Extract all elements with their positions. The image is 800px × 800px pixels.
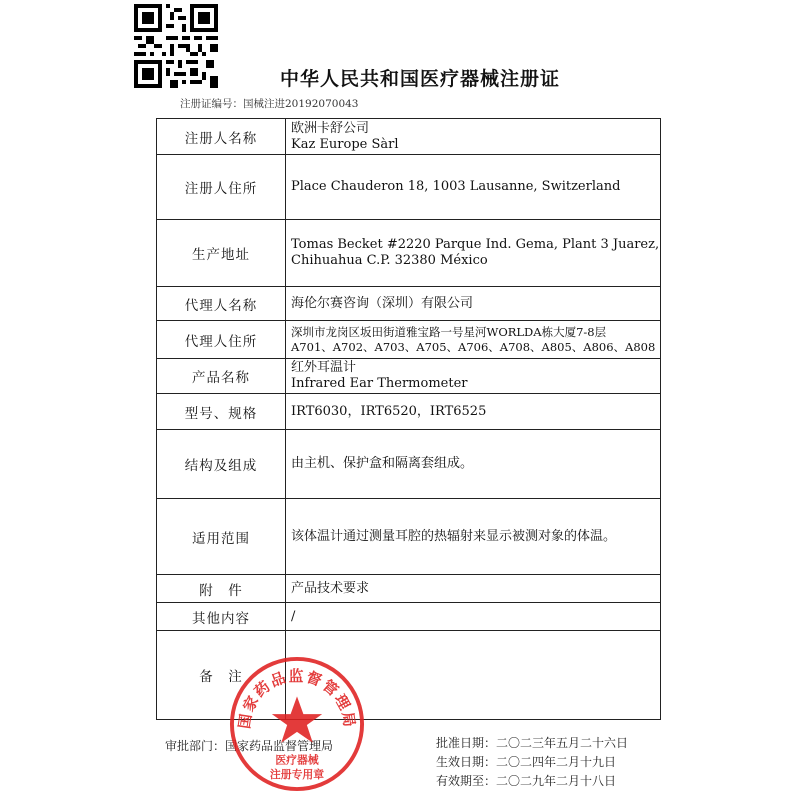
- table-row: [157, 220, 661, 287]
- row-label: 适用范围: [157, 499, 286, 575]
- attachments: 产品技术要求: [291, 580, 370, 596]
- certificate-table: [156, 118, 661, 720]
- production-address-line1: Tomas Becket #2220 Parque Ind. Gema, Plant 3 Juarez,: [291, 237, 660, 252]
- row-value: [286, 499, 661, 575]
- seal-line2: 注册专用章: [269, 768, 325, 782]
- approval-date: 批准日期：二〇二三年五月二十六日: [436, 736, 629, 750]
- registration-number: 注册证编号：国械注进20192070043: [180, 98, 359, 110]
- row-label: 备 注: [157, 631, 286, 720]
- agent-address-line1: 深圳市龙岗区坂田街道雅宝路一号星河WORLDA栋大厦7-8层: [291, 324, 607, 339]
- intended-use: 该体温计通过测量耳腔的热辐射来显示被测对象的体温。: [291, 528, 617, 544]
- table-row: [157, 321, 661, 359]
- row-value: [286, 287, 661, 321]
- product-name-en: Infrared Ear Thermometer: [291, 376, 468, 391]
- table-row: [157, 155, 661, 220]
- production-address-line2: Chihuahua C.P. 32380 México: [291, 253, 488, 268]
- official-seal-icon: [228, 655, 366, 793]
- row-value: [286, 603, 661, 631]
- row-label: 注册人住所: [157, 155, 286, 220]
- row-value: [286, 321, 661, 359]
- date-block: [436, 734, 628, 791]
- row-label: 代理人名称: [157, 287, 286, 321]
- product-name-cn: 红外耳温计: [291, 360, 357, 375]
- row-value: [286, 430, 661, 499]
- seal-line1: 医疗器械: [275, 753, 319, 767]
- table-row: [157, 575, 661, 603]
- table-row: [157, 119, 661, 155]
- approval-department: 审批部门：国家药品监督管理局: [165, 739, 334, 753]
- table-row: [157, 287, 661, 321]
- row-label: 产品名称: [157, 359, 286, 394]
- row-label: 代理人住所: [157, 321, 286, 359]
- table-row: [157, 394, 661, 430]
- expiry-date: 有效期至：二〇二九年二月十八日: [436, 774, 617, 788]
- row-label: 生产地址: [157, 220, 286, 287]
- table-row: [157, 499, 661, 575]
- structure-composition: 由主机、保护盒和隔离套组成。: [291, 456, 474, 471]
- seal-star-icon: [272, 696, 322, 742]
- seal-ring-text: 国家药品监督管理局: [236, 667, 358, 730]
- row-label: 注册人名称: [157, 119, 286, 155]
- row-value: [286, 119, 661, 155]
- registrant-address: Place Chauderon 18, 1003 Lausanne, Switzerland: [291, 179, 621, 194]
- registrant-name-en: Kaz Europe Sàrl: [291, 136, 399, 152]
- row-value: [286, 394, 661, 430]
- row-label: 其他内容: [157, 603, 286, 631]
- other-content: /: [291, 608, 296, 624]
- row-value: [286, 575, 661, 603]
- row-value: [286, 359, 661, 394]
- registrant-name-cn: 欧洲卡舒公司: [291, 120, 370, 136]
- table-row: [157, 603, 661, 631]
- row-value: [286, 155, 661, 220]
- row-label: 型号、规格: [157, 394, 286, 430]
- row-value: [286, 220, 661, 287]
- page-title: 中华人民共和国医疗器械注册证: [279, 68, 560, 90]
- row-label: 结构及组成: [157, 430, 286, 499]
- row-label: 附 件: [157, 575, 286, 603]
- model-spec: IRT6030，IRT6520，IRT6525: [291, 403, 487, 419]
- table-row: [157, 430, 661, 499]
- agent-name: 海伦尔赛咨询（深圳）有限公司: [291, 295, 474, 311]
- agent-address-line2: A701、A702、A703、A705、A706、A708、A805、A806、A808: [291, 339, 656, 354]
- table-row: [157, 359, 661, 394]
- effective-date: 生效日期：二〇二四年二月十九日: [436, 755, 617, 769]
